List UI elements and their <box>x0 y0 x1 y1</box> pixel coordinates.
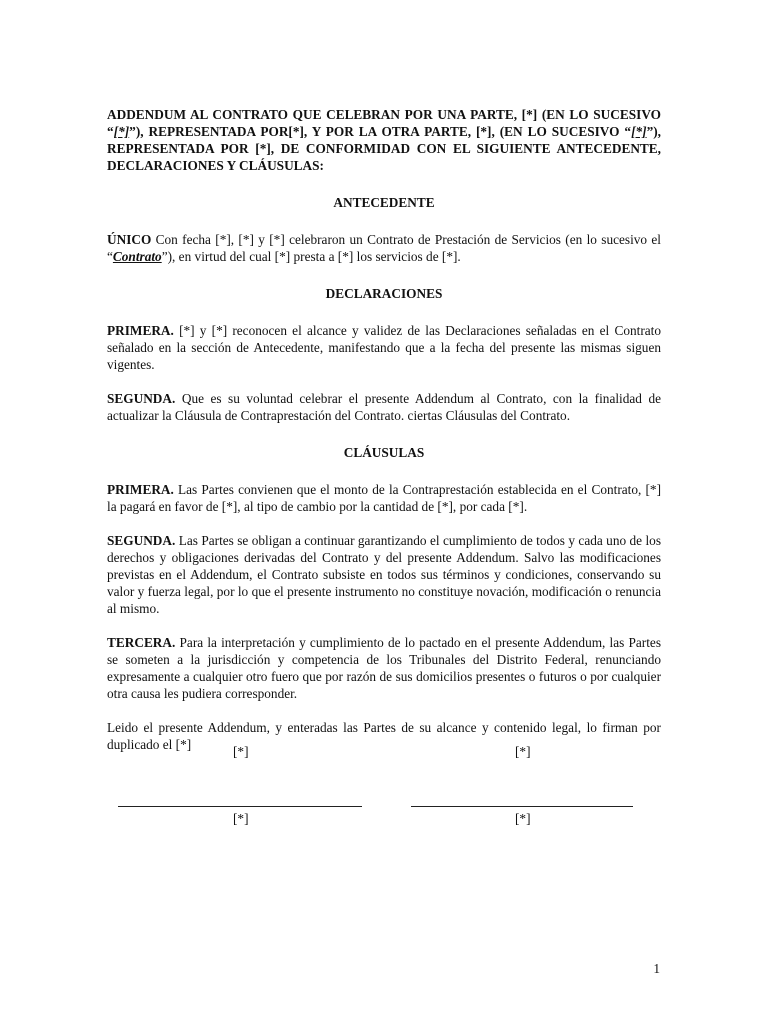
antecedente-text-2: ”), en virtud del cual [*] presta a [*] los servicios de [*]. <box>161 249 461 264</box>
clausula-primera-lead: PRIMERA. <box>107 482 174 497</box>
declaracion-segunda-lead: SEGUNDA. <box>107 391 176 406</box>
declaracion-primera <box>107 322 661 373</box>
clausulas-heading: CLÁUSULAS <box>343 445 425 460</box>
page-number: 1 <box>653 961 660 976</box>
clausula-primera <box>107 481 661 515</box>
title-text-3: ”), REPRESENTADA POR [*], DE CONFORMIDAD CON EL SIGUIENTE ANTECEDENTE, DECLARACIONES Y CLÁUSULAS: <box>107 124 661 173</box>
title-text-2: ”), REPRESENTADA POR[*], Y POR LA OTRA PARTE, [*], (EN LO SUCESIVO “ <box>129 124 632 139</box>
declaracion-primera-lead: PRIMERA. <box>107 323 174 338</box>
signature-right-top-label: [*] <box>515 744 531 759</box>
closing-paragraph: Leido el presente Addendum, y enteradas las Partes de su alcance y contenido legal, lo firman por duplicado el [*] <box>107 720 661 752</box>
signature-left-top-label: [*] <box>233 744 249 759</box>
antecedente-text-1: Con fecha [*], [*] y [*] celebraron un Contrato de Prestación de Servicios (en lo sucesivo el “ <box>107 232 661 264</box>
title-alias-1: [*] <box>113 124 130 139</box>
declaraciones-heading: DECLARACIONES <box>325 286 443 301</box>
clausula-segunda-text: Las Partes se obligan a continuar garantizando el cumplimiento de todos y cada uno de los derechos y obligaciones derivadas del Contrato y del presente Addendum. Salvo las modificaciones previstas en el Addendum, el Contrato subsiste en todos sus términos y condiciones, conservando su valor y fuerza legal, por lo que el presente instrumento no constituye novación, modificación o renuncia al mismo. <box>107 533 661 616</box>
signature-line-right <box>411 806 633 807</box>
signature-line-left <box>118 806 362 807</box>
signature-right-bottom-label: [*] <box>515 811 531 826</box>
document-title <box>107 106 661 174</box>
antecedente-heading: ANTECEDENTE <box>333 195 435 210</box>
title-text-1: ADDENDUM AL CONTRATO QUE CELEBRAN POR UNA PARTE, [*] (EN LO SUCESIVO “ <box>107 107 661 139</box>
declaracion-primera-text: [*] y [*] reconocen el alcance y validez de las Declaraciones señaladas en el Contrato señalado en la sección de Antecedente, manifestando que a la fecha del presente las mismas siguen vigentes. <box>107 323 661 372</box>
antecedente-paragraph <box>107 231 661 265</box>
signature-left-bottom-label: [*] <box>233 811 249 826</box>
antecedente-lead: ÚNICO <box>107 232 152 247</box>
declaracion-segunda <box>107 390 661 424</box>
declaracion-segunda-text: Que es su voluntad celebrar el presente Addendum al Contrato, con la finalidad de actualizar la Cláusula de Contraprestación del Contrato. ciertas Cláusulas del Contrato. <box>107 391 661 423</box>
antecedente-contrato-term: Contrato <box>112 249 162 264</box>
clausula-tercera-lead: TERCERA. <box>107 635 176 650</box>
title-alias-2: [*] <box>631 124 647 139</box>
clausula-primera-text: Las Partes convienen que el monto de la Contraprestación establecida en el Contrato, [*] la pagará en favor de [*], al tipo de cambio por la cantidad de [*], por cada [*]. <box>107 482 661 514</box>
clausula-segunda-lead: SEGUNDA. <box>107 533 176 548</box>
clausula-segunda <box>107 532 661 617</box>
clausula-tercera-text: Para la interpretación y cumplimiento de lo pactado en el presente Addendum, las Partes se someten a la jurisdicción y competencia de los Tribunales del Distrito Federal, renunciando expresamente a cualquier otro fuero que por razón de sus domicilios presentes o futuros o por cualquier otra causa les pudiera corresponder. <box>107 635 661 701</box>
document-body <box>107 106 661 753</box>
clausula-tercera <box>107 634 661 702</box>
